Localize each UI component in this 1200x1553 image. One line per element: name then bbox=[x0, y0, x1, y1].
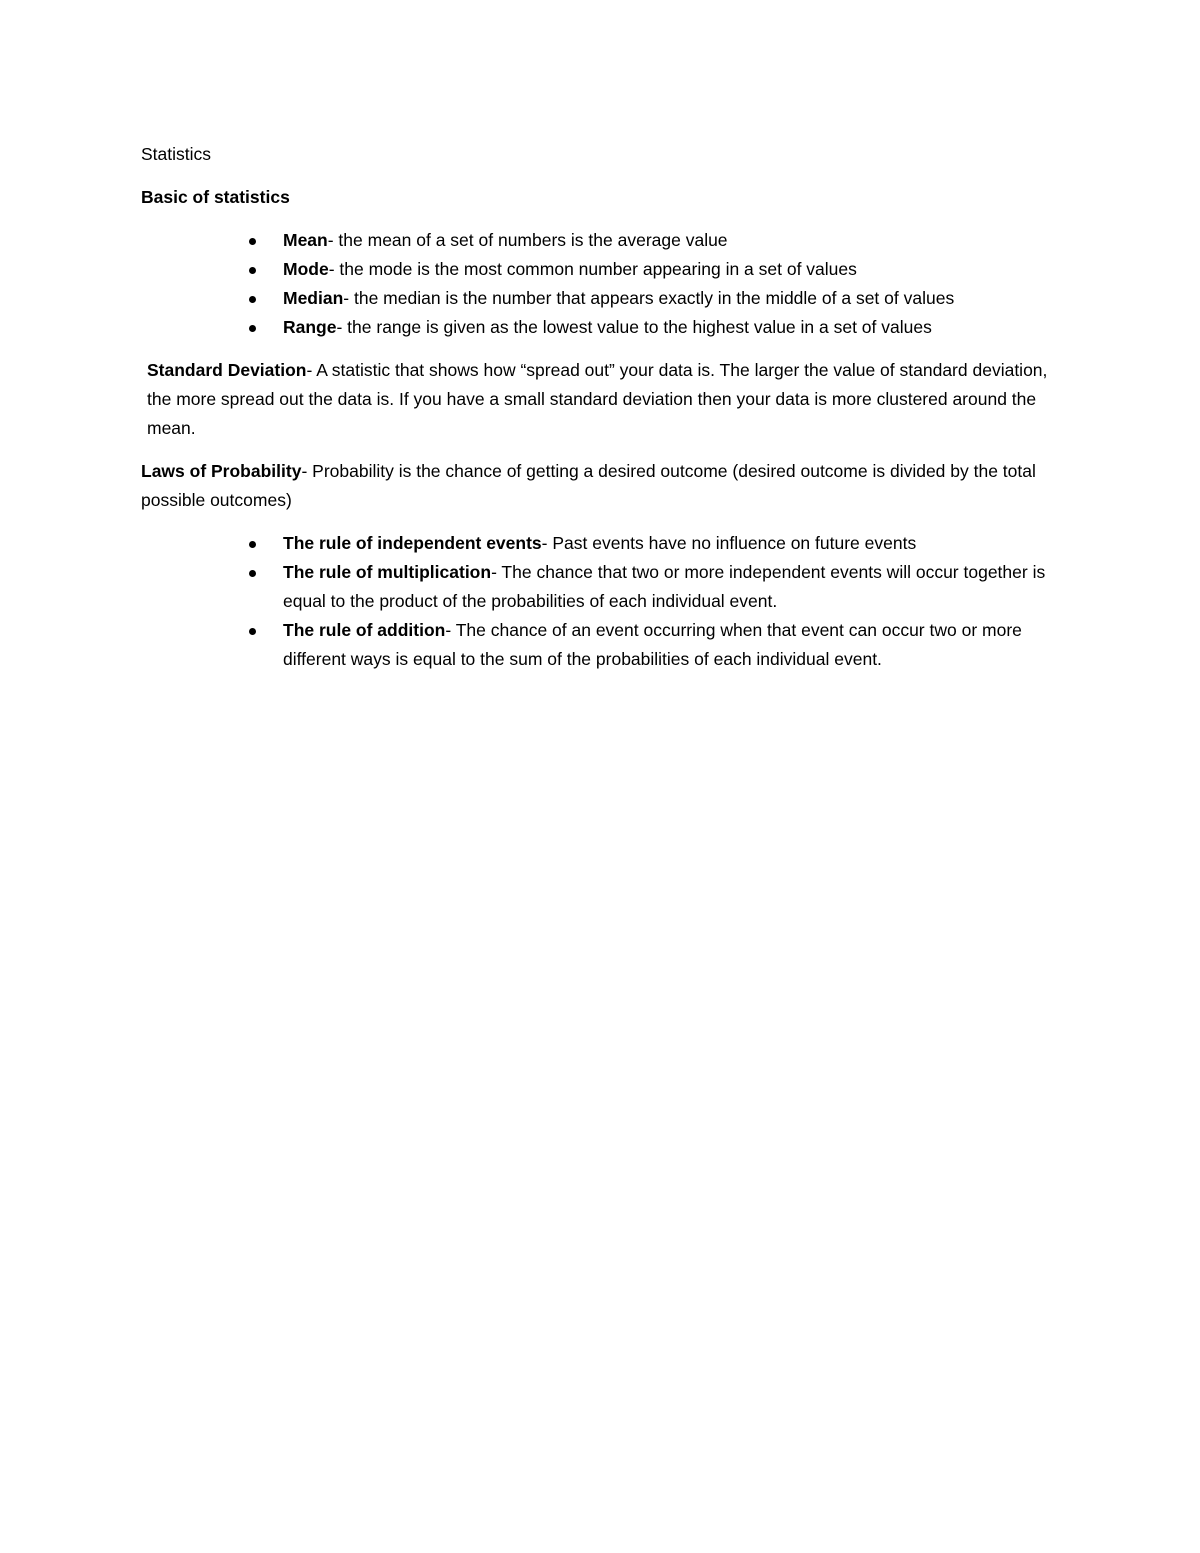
definition-standard-deviation: - A statistic that shows how “spread out” your data is. The larger the value of standard deviation, the more spread out the data is. If you have a small standard deviation then your data is more clustered around the mean. bbox=[147, 360, 1048, 438]
list-item-addition bbox=[141, 616, 1051, 674]
list-item-independent-events bbox=[141, 529, 1051, 558]
list-item-mode bbox=[141, 255, 1051, 284]
term-multiplication: The rule of multiplication bbox=[283, 562, 492, 582]
definition-mean: - the mean of a set of numbers is the average value bbox=[327, 230, 728, 250]
bullet-icon bbox=[249, 570, 256, 577]
list-item-range bbox=[141, 313, 1051, 342]
list-item-median bbox=[141, 284, 1051, 313]
term-laws-of-probability: Laws of Probability bbox=[141, 461, 302, 481]
definition-median: - the median is the number that appears exactly in the middle of a set of values bbox=[343, 288, 955, 308]
term-mean: Mean bbox=[283, 230, 328, 250]
term-standard-deviation: Standard Deviation bbox=[147, 360, 307, 380]
list-item-mean bbox=[141, 226, 1051, 255]
document-title: Statistics bbox=[141, 144, 212, 164]
term-mode: Mode bbox=[283, 259, 329, 279]
bullet-icon bbox=[249, 267, 256, 274]
definition-multiplication: - The chance that two or more independent events will occur together is equal to the product of the probabilities of each individual event. bbox=[283, 562, 1046, 611]
paragraph-standard-deviation bbox=[141, 356, 1051, 443]
section-heading-basic: Basic of statistics bbox=[141, 187, 290, 207]
term-median: Median bbox=[283, 288, 344, 308]
document-body bbox=[141, 140, 1051, 688]
definition-mode: - the mode is the most common number appearing in a set of values bbox=[328, 259, 857, 279]
bullet-icon bbox=[249, 541, 256, 548]
term-range: Range bbox=[283, 317, 337, 337]
definition-laws-of-probability: - Probability is the chance of getting a desired outcome (desired outcome is divided by the total possible outcomes) bbox=[141, 461, 1036, 510]
definition-range: - the range is given as the lowest value to the highest value in a set of values bbox=[336, 317, 932, 337]
bullet-icon bbox=[249, 296, 256, 303]
paragraph-laws-of-probability bbox=[141, 457, 1051, 515]
definition-addition: - The chance of an event occurring when that event can occur two or more different ways is equal to the sum of the probabilities of each individual event. bbox=[283, 620, 1022, 669]
definition-independent-events: - Past events have no influence on future events bbox=[541, 533, 917, 553]
bullet-icon bbox=[249, 325, 256, 332]
list-item-multiplication bbox=[141, 558, 1051, 616]
probability-rules-list bbox=[141, 529, 1051, 674]
bullet-icon bbox=[249, 238, 256, 245]
term-addition: The rule of addition bbox=[283, 620, 446, 640]
term-independent-events: The rule of independent events bbox=[283, 533, 542, 553]
basic-statistics-list bbox=[141, 226, 1051, 342]
bullet-icon bbox=[249, 628, 256, 635]
